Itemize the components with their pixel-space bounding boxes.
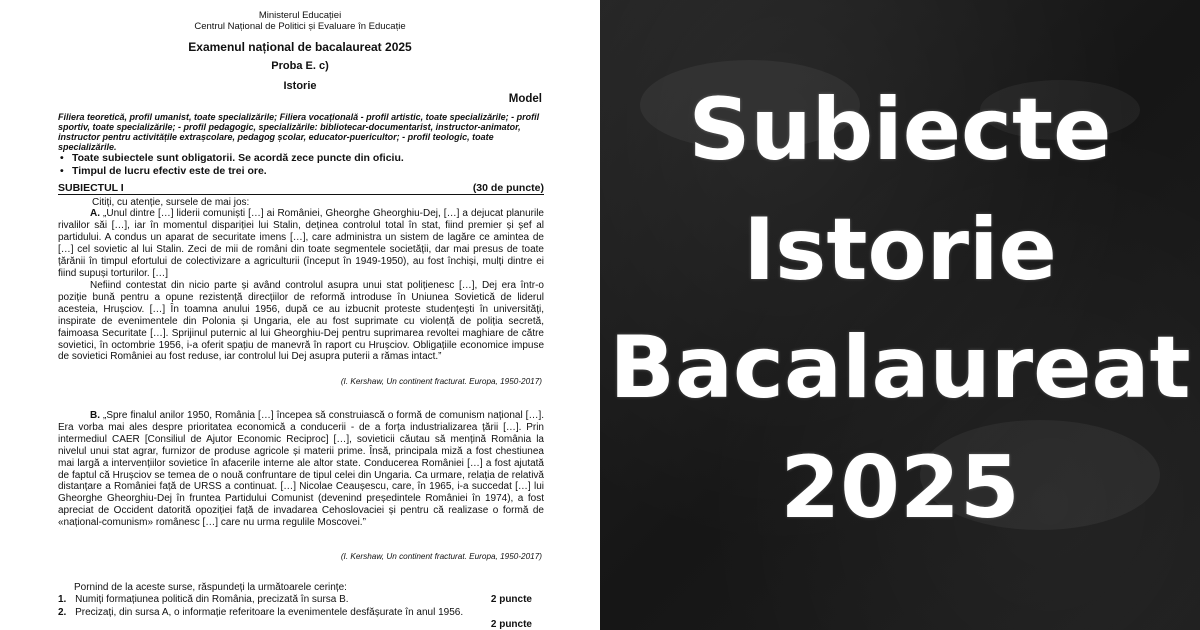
instructions-list [58,152,544,178]
question-text: Precizați, din sursa A, o informație referitoare la evenimentele desfășurate în anul 1956. [75,607,464,618]
source-b-paragraph [58,410,544,529]
proba-label: Proba E. c) [271,60,329,72]
question-number: 2. [58,607,67,618]
center-name: Centrul Național de Politici și Evaluare în Educație [194,21,406,32]
question-1 [58,594,544,606]
subject-name: Istorie [283,80,317,92]
ministry-name: Ministerul Educației [258,10,342,21]
question-number: 1. [58,594,67,605]
question-text: Numiți formațiunea politică din România, precizată în sursa B. [75,594,349,605]
board-title-line-2: Istorie [743,200,1057,300]
source-a-paragraph-2: Nefiind contestat din nicio parte și având controlul asupra unui stat polițienesc […], Dej era într-o poziție bună pentru a opune rezistență direcțiilor de reformă introduse în Uniunea Sovietică de liderul acesteia, Hrușciov. […] În toamna anului 1956, după ce au izbucnit proteste studențești în universități, inspirate de evenimentele din Polonia și Ungaria, ele au fost suprimate cu violență de poliția secretă, faimoasa Securitate […]. Sprijinul puternic al lui Gheorghiu-Dej pentru suprimarea revoltei maghiare de către sovietici, în octombrie 1956, i-a oferit spațiu de manevră în raport cu Hrușciov. Obligațiile economice impuse de sovietici României au fost reduse, iar controlul lui Dej asupra puterii a rămas intact.” [58,280,544,363]
exam-title: Examenul național de bacalaureat 2025 [188,40,412,54]
source-a-paragraph-1 [58,208,544,279]
source-a-citation: (I. Kershaw, Un continent fracturat. Europa, 1950-2017) [340,377,542,386]
chalkboard-panel [600,0,1200,630]
instruction-item: • Timpul de lucru efectiv este de trei ore. [58,165,544,178]
filiera-text: Filiera teoretică, profil umanist, toate specializările; Filiera vocațională - profil artistic, toate specializările; - profil sportiv, toate specializările; - profil pedagogic, specializările: bibliotecar-documentarist, instructor-animator, instructor pentru activitățile extrașcolare, pedagog școlar, educator-puericultor; - profil teologic, toate specializările. [58,112,540,152]
source-a-label: A. [90,208,100,219]
board-title-line-3: Bacalaureat [609,318,1191,418]
sources-intro: Citiți, cu atenție, sursele de mai jos: [92,197,250,208]
question-points: 2 puncte [490,594,532,605]
section-points: (30 de puncte) [472,182,544,194]
section-title: SUBIECTUL I [58,182,124,194]
model-label: Model [508,93,542,105]
instruction-item: • Toate subiectele sunt obligatorii. Se acordă zece puncte din oficiu. [58,152,544,165]
source-a-text-1: „Unul dintre […] liderii comuniști […] ai României, Gheorghe Gheorghiu-Dej, […] a dejucat planurile rivalilor săi […], iar în momentul dispariției lui Stalin, deținea controlul total în stat, fiind premier și șef al partidului. A condus un aparat de securitate imens […], care administra un sistem de lagăre ce amintea de […] cel sovietic al lui Stalin. Zeci de mii de români din toate segmentele societății, dar mai presus de toate țărănii în timpul efortului de colectivizare a agriculturii (început în 1949-1950), au fost închiși, mulți dintre ei fiind supuși torturilor. […] [58,208,544,279]
source-b-citation: (I. Kershaw, Un continent fracturat. Europa, 1950-2017) [340,552,542,561]
section-header [58,182,544,195]
source-b-text: „Spre finalul anilor 1950, România […] începea să construiască o formă de comunism național […]. Era vorba mai ales despre prioritatea economică a conducerii - de a forța industrializarea țării […]. Prin intermediul CAER [Consiliul de Ajutor Economic Reciproc] […], sovieticii căutau să mențină România la nivelul unui stat agrar, furnizor de produse agricole și materii prime. Însă, principala miză a fost chestiunea mai largă a intervențiilor sovietice în afacerile interne ale altor state. Conducerea României […] a fost ajutată de faptul că Hrușciov se temea de o nouă confruntare de tipul celei din Ungaria. Ca urmare, relația de relativă distanțare a României față de URSS a continuat. […] Nicolae Ceaușescu, care, în 1965, i-a succedat […] lui Gheorghe Gheorghiu-Dej în fruntea Partidului Comunist (devenind președintele României în 1974), a fost apreciat de Occident datorită opoziției față de invadarea Cehoslovaciei și pentru că realizase o formă de «național-comunism» românesc […] care nu urma regulile Moscovei.” [58,410,545,529]
question-points: 2 puncte [490,619,532,630]
board-title-line-1: Subiecte [688,80,1112,180]
task-intro: Pornind de la aceste surse, răspundeți la următoarele cerințe: [74,582,347,593]
question-2 [58,607,544,619]
source-b-label: B. [90,410,100,421]
board-title-line-4: 2025 [780,438,1020,538]
